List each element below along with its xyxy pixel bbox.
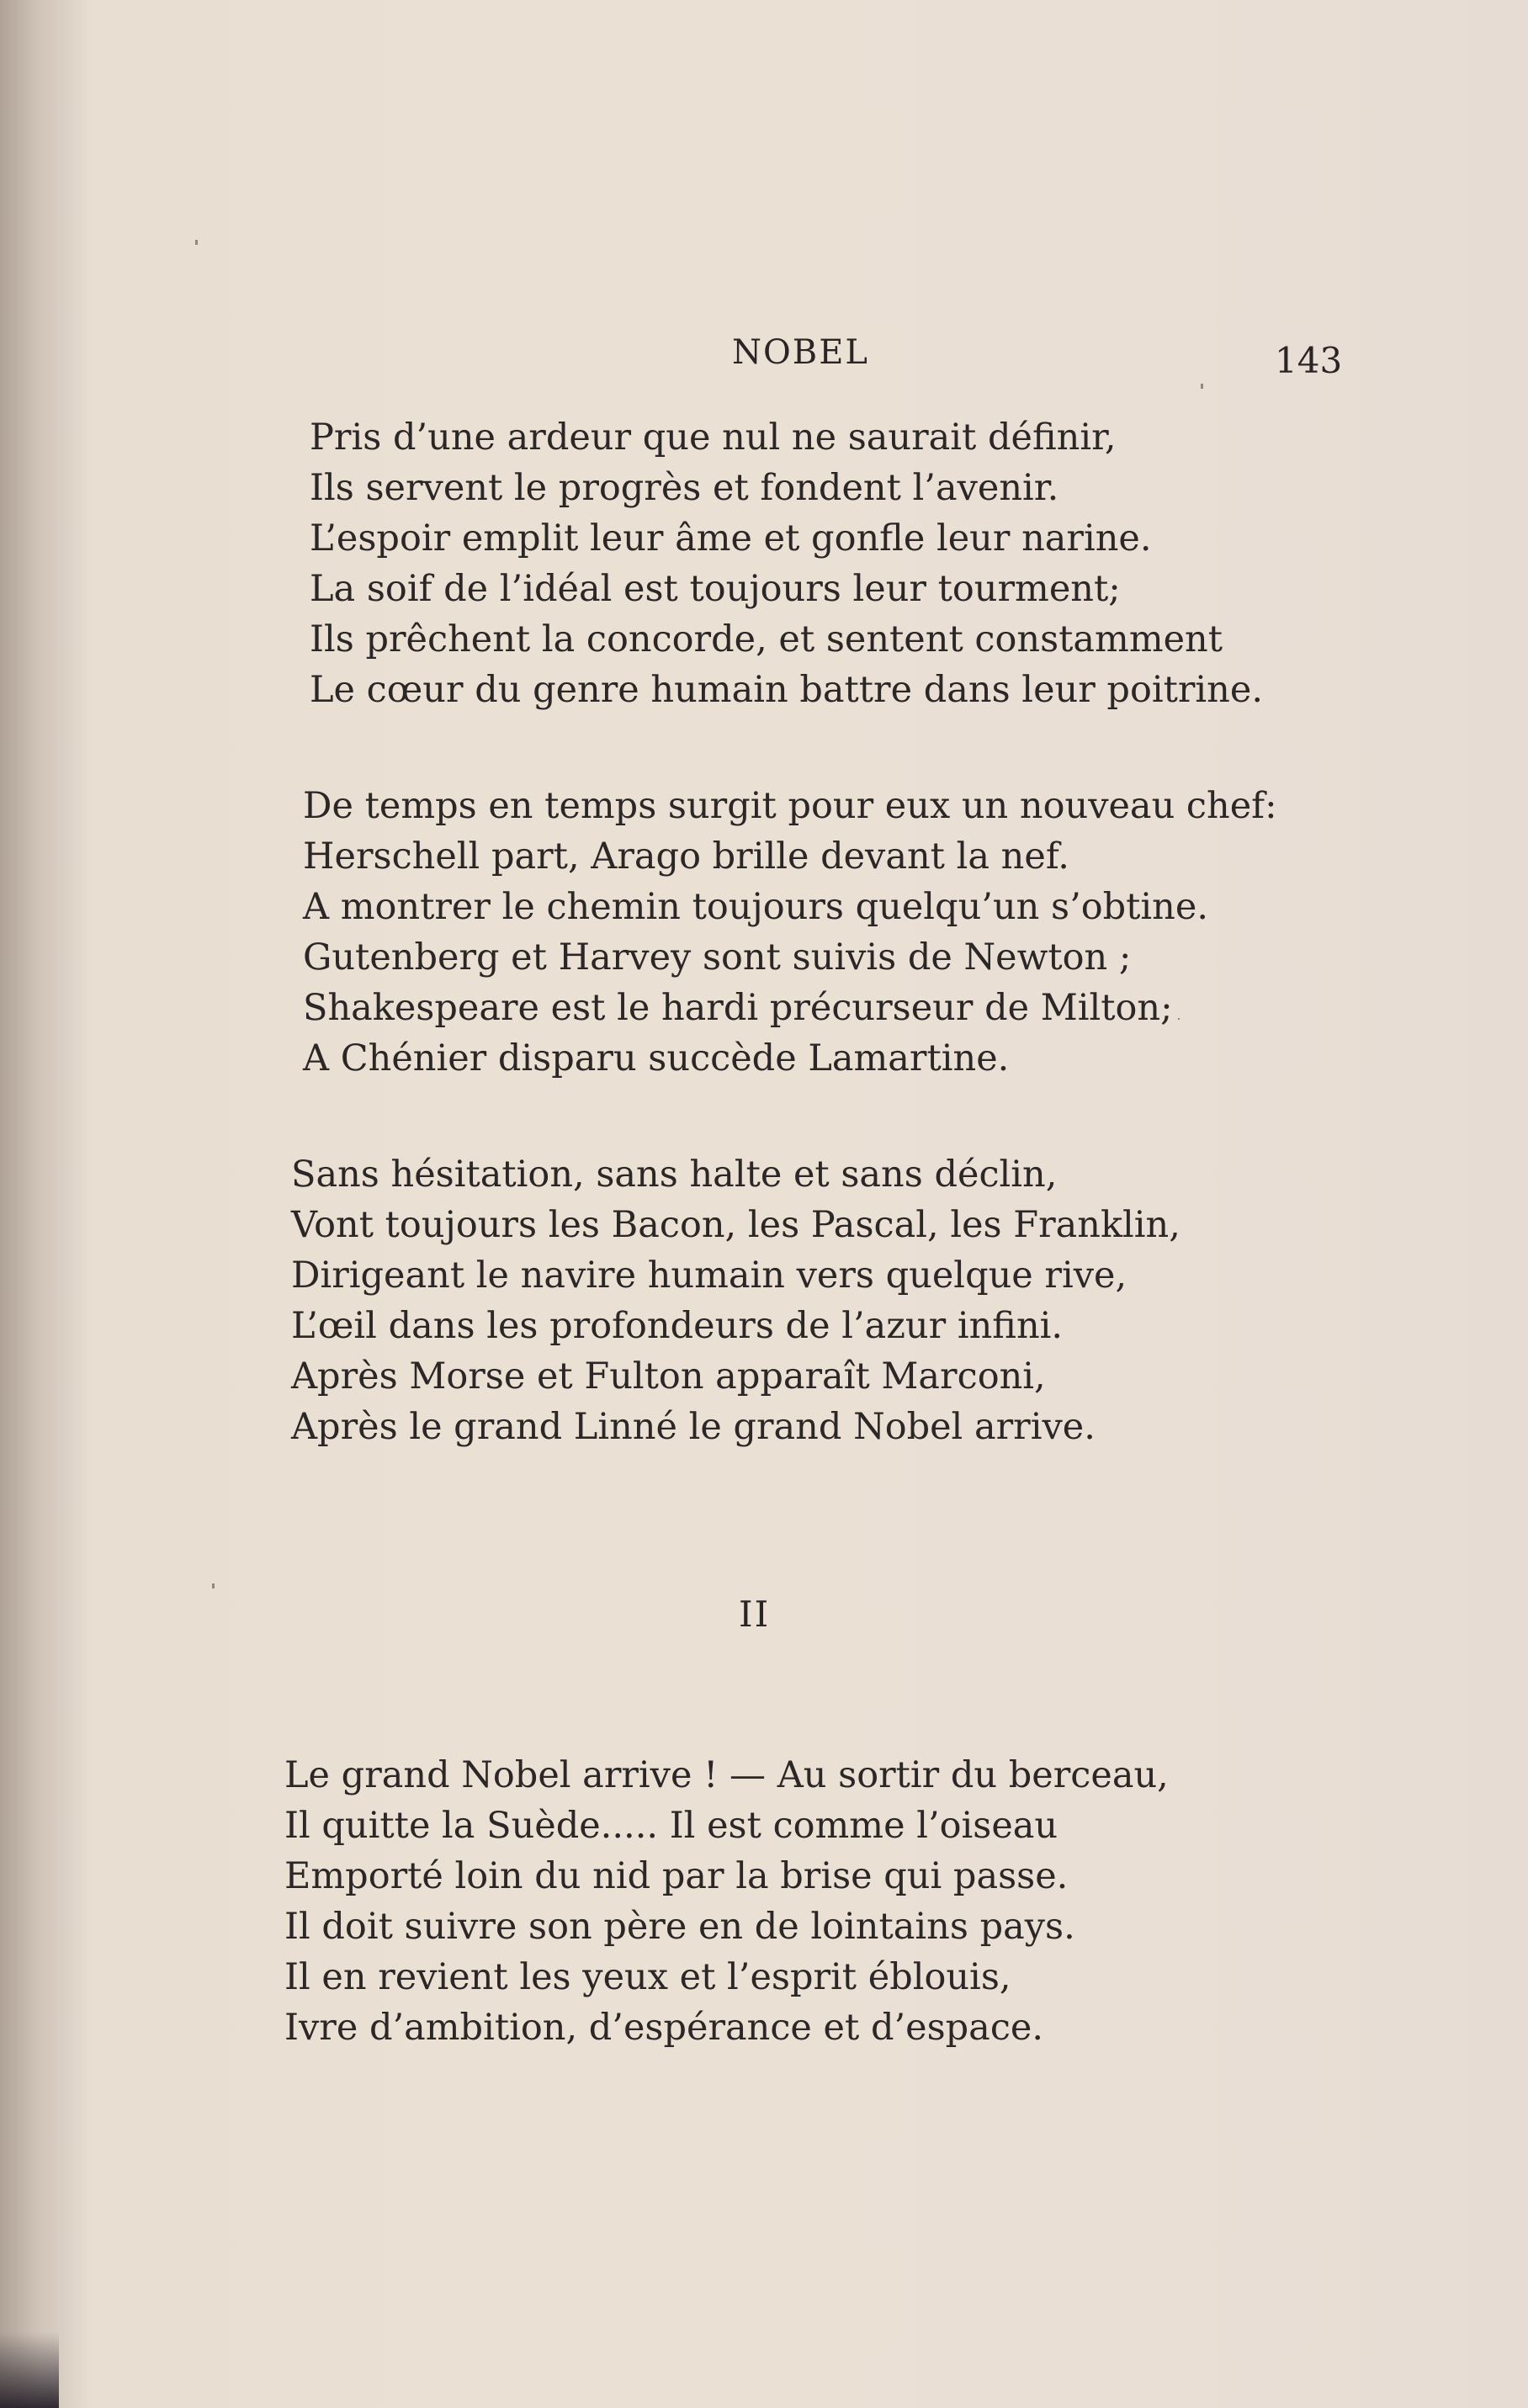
paper-speck [195, 240, 198, 245]
verse-line: La soif de l’idéal est toujours leur tourment; [310, 568, 1121, 610]
stanza-4 [284, 1750, 1169, 2053]
verse-line: Pris d’une ardeur que nul ne saurait définir, [310, 416, 1117, 459]
verse-line: De temps en temps surgit pour eux un nouveau chef: [303, 785, 1277, 827]
verse-line: Le cœur du genre humain battre dans leur poitrine. [310, 669, 1263, 711]
verse-line: Ils prêchent la concorde, et sentent constamment [310, 618, 1223, 660]
verse-line: Sans hésitation, sans halte et sans déclin, [291, 1154, 1058, 1196]
verse-line: Dirigeant le navire humain vers quelque rive, [291, 1254, 1127, 1297]
verse-line: Gutenberg et Harvey sont suivis de Newton ; [303, 936, 1132, 979]
verse-line: Ils servent le progrès et fondent l’avenir. [310, 467, 1059, 509]
verse-line: Après Morse et Fulton apparaît Marconi, [291, 1355, 1046, 1398]
paper-speck [1201, 384, 1203, 389]
verse-line: Il doit suivre son père en de lointains pays. [284, 1906, 1075, 1948]
paper-speck [212, 1583, 215, 1589]
section-number: II [739, 1594, 771, 1635]
stanza-1 [310, 412, 1263, 715]
verse-line: L’espoir emplit leur âme et gonfle leur narine. [310, 517, 1152, 560]
verse-line: Shakespeare est le hardi précurseur de Milton; [303, 987, 1173, 1029]
stanza-2 [303, 781, 1277, 1084]
verse-line: A montrer le chemin toujours quelqu’un s’obtine. [303, 886, 1208, 928]
running-title: NOBEL [732, 333, 869, 372]
verse-line: Il en revient les yeux et l’esprit éblouis, [284, 1956, 1011, 1998]
gutter-shadow [0, 0, 93, 2408]
stanza-3 [291, 1149, 1180, 1452]
page-number: 143 [1275, 340, 1343, 381]
verse-line: Après le grand Linné le grand Nobel arrive. [291, 1406, 1096, 1448]
verse-line: Ivre d’ambition, d’espérance et d’espace. [284, 2007, 1044, 2049]
verse-line: L’œil dans les profondeurs de l’azur infini. [291, 1305, 1064, 1347]
verse-line: Herschell part, Arago brille devant la nef. [303, 835, 1069, 878]
verse-line: A Chénier disparu succède Lamartine. [303, 1037, 1010, 1079]
verse-line: Il quitte la Suède..... Il est comme l’oiseau [284, 1805, 1058, 1847]
paper-speck [1178, 1018, 1180, 1020]
verse-line: Vont toujours les Bacon, les Pascal, les Franklin, [291, 1204, 1180, 1246]
page-corner-shadow [0, 2332, 59, 2408]
verse-line: Le grand Nobel arrive ! — Au sortir du berceau, [284, 1754, 1169, 1796]
verse-line: Emporté loin du nid par la brise qui passe. [284, 1855, 1069, 1897]
